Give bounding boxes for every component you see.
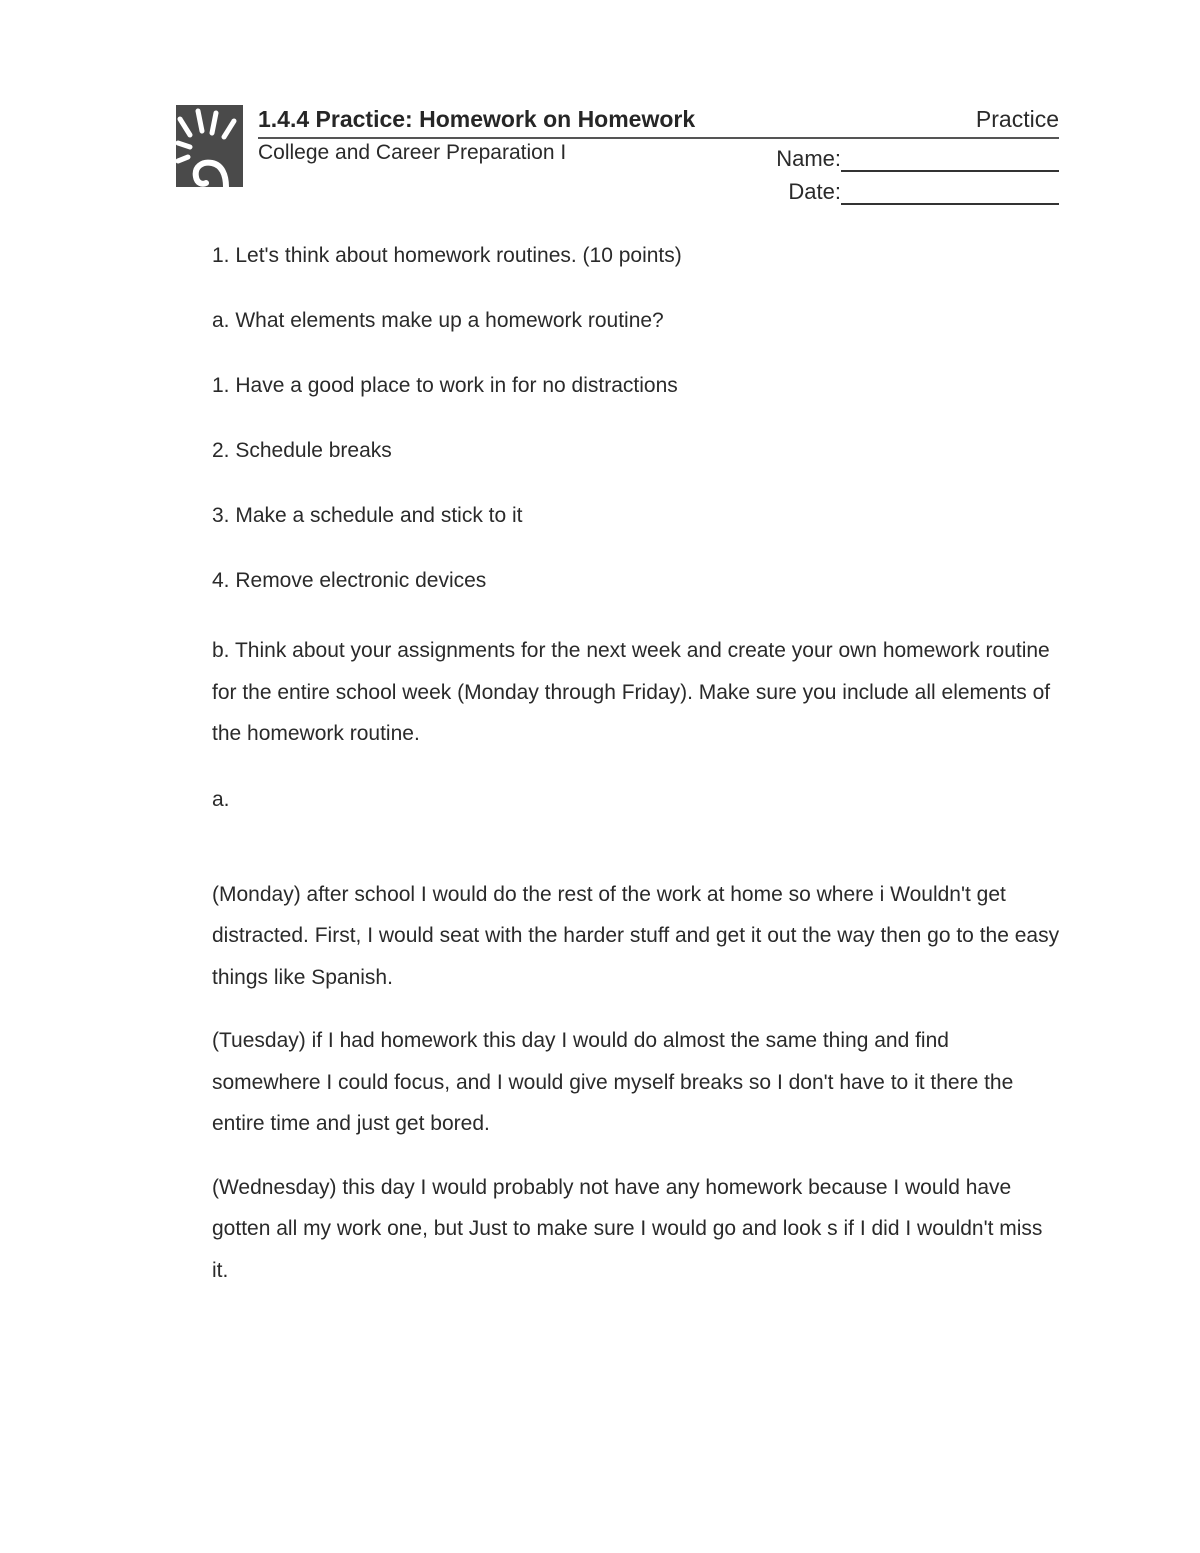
sunburst-logo-icon [176, 105, 243, 187]
question-prompt: 1. Let's think about homework routines. (10 points) [212, 244, 682, 267]
course-name: College and Career Preparation I [258, 141, 567, 164]
question-part-a: a. What elements make up a homework routine? [212, 309, 664, 332]
worksheet-title: 1.4.4 Practice: Homework on Homework [258, 106, 696, 132]
date-label: Date: [788, 179, 841, 204]
answer-item: 1. Have a good place to work in for no distractions [212, 374, 678, 397]
date-field-row [788, 175, 1059, 205]
day-plan-wednesday: (Wednesday) this day I would probably not have any homework because I would have gotten all my work one, but Just to make sure I would go and look s if I did I wouldn't miss it. [212, 1175, 1043, 1282]
answer-item: 3. Make a schedule and stick to it [212, 504, 523, 527]
answer-item: 2. Schedule breaks [212, 439, 392, 462]
answer-marker: a. [212, 787, 230, 811]
question-part-b: b. Think about your assignments for the next week and create your own homework routine for the entire school week (Monday through Friday). Make sure you include all elements of the homework routine. [212, 639, 1051, 745]
header-divider [258, 137, 1059, 139]
day-plan-monday: (Monday) after school I would do the rest of the work at home so where i Wouldn't get distracted. First, I would seat with the harder stuff and get it out the way then go to the easy things like Spanish. [212, 882, 1060, 989]
name-field-row [776, 142, 1059, 172]
answer-item: 4. Remove electronic devices [212, 569, 487, 592]
day-plan-tuesday: (Tuesday) if I had homework this day I would do almost the same thing and find somewhere I could focus, and I would give myself breaks so I don't have to it there the entire time and just get bored. [212, 1029, 1014, 1135]
name-blank-line [841, 170, 1059, 172]
worksheet-type-label: Practice [975, 106, 1059, 132]
name-label: Name: [776, 146, 841, 171]
date-blank-line [841, 203, 1059, 205]
worksheet-content [212, 240, 1062, 1291]
